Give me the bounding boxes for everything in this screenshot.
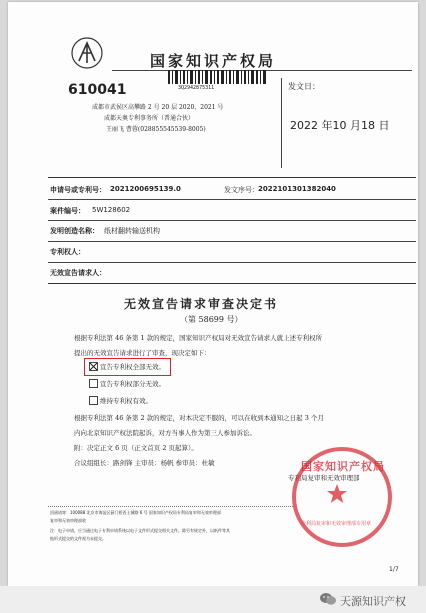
decision-title: 无效宣告请求审查决定书 — [124, 297, 279, 311]
case-no-label: 案件编号： — [50, 206, 85, 215]
attachment-note: 附：决定正文 6 页（正文首页 2 页起算）。 — [74, 444, 198, 452]
invention-title: 纸材翻转输送机构 — [104, 227, 160, 235]
intro-line-2: 提出的无效宣告请求进行了审查，现决定如下： — [74, 349, 211, 357]
form-rule-bottom — [48, 283, 416, 284]
postcode: 610041 — [68, 82, 127, 98]
wechat-icon — [320, 592, 336, 606]
doc-no: 2022101301382040 — [258, 185, 336, 193]
form-rule-3 — [48, 241, 416, 242]
option-label-1: 宣告专利权全部无效。 — [100, 363, 165, 371]
doc-no-label: 发文序号： — [224, 186, 259, 194]
footer-note-1: 回函请寄：100088 北京市海淀区蓟门桥西土城路 6 号 国家知识产权局专利局复审和无效审理部 — [50, 510, 221, 515]
date-box-left — [281, 78, 282, 168]
office-name: 国家知识产权局 — [150, 52, 277, 70]
address-line-2: 成都天奥专利事务所（普通合伙） — [104, 115, 195, 122]
petitioner-label: 无效宣告请求人： — [50, 268, 106, 277]
app-no-label: 申请号或专利号： — [50, 185, 106, 194]
case-no: 5W128602 — [92, 206, 131, 214]
address-line-3: 王丽飞 曹蓉(028855545539-8005) — [106, 126, 206, 133]
watermark-text: 天源知识产权 — [340, 595, 406, 608]
appeal-line-1: 根据专利法第 46 条第 2 款的规定，对本决定不服的，可以在收到本通知之日起 3 个月 — [74, 414, 324, 422]
form-rule-1 — [48, 199, 416, 200]
address-line-1: 成都市武侯区高攀路 2 号 20 层 2020、2021 号 — [92, 104, 224, 111]
footer-rule — [48, 506, 293, 507]
seal-star-icon — [326, 483, 348, 505]
page-number: 1/7 — [389, 566, 399, 573]
issuer: 专利局复审和无效审理部 — [288, 474, 360, 482]
seal-bottom-text: 专利局复审和无效审理部专用章 — [301, 521, 372, 527]
seal-top-text: 国家知识产权局 — [301, 460, 385, 473]
form-rule-2 — [48, 220, 416, 221]
app-no: 2021200695139.0 — [110, 185, 181, 193]
barcode-number: 3Q2942875311 — [178, 85, 215, 91]
footer-note-2: 复审和无效审理部收 — [50, 518, 86, 523]
footer-note-4: 他形式提交的文件视为未提交。 — [50, 536, 106, 541]
panel-line: 合议组组长：路剑锋 主审员：杨帆 参审员：杜敏 — [74, 459, 215, 467]
patentee-label: 专利权人： — [50, 247, 85, 256]
cnipa-logo — [70, 36, 104, 70]
option-label-2: 宣告专利权部分无效。 — [100, 380, 165, 388]
dispatch-date-label: 发文日： — [288, 82, 320, 91]
option-label-3: 维持专利权有效。 — [100, 397, 152, 405]
form-rule-top — [48, 177, 416, 178]
dispatch-date: 2022 年10 月18 日 — [290, 119, 390, 132]
intro-line-1: 根据专利法第 46 条第 1 款的规定，国家知识产权局对无效宣告请求人就上述专利权所 — [74, 334, 323, 342]
option-checkbox-3 — [89, 396, 98, 405]
decision-number: （第 58699 号） — [180, 315, 243, 324]
checkmark-icon — [89, 362, 98, 371]
form-rule-4 — [48, 262, 416, 263]
barcode — [168, 70, 268, 84]
title-label: 发明创造名称： — [50, 226, 99, 235]
appeal-line-2: 内向北京知识产权法院起诉，对方当事人作为第三人参加诉讼。 — [74, 429, 256, 437]
footer-note-3: 注：电子申请，应当通过电子专利申请系统以电子文件形式提交相关文件。除另有规定外，以纸件等其 — [50, 528, 230, 533]
option-checkbox-2 — [89, 379, 98, 388]
